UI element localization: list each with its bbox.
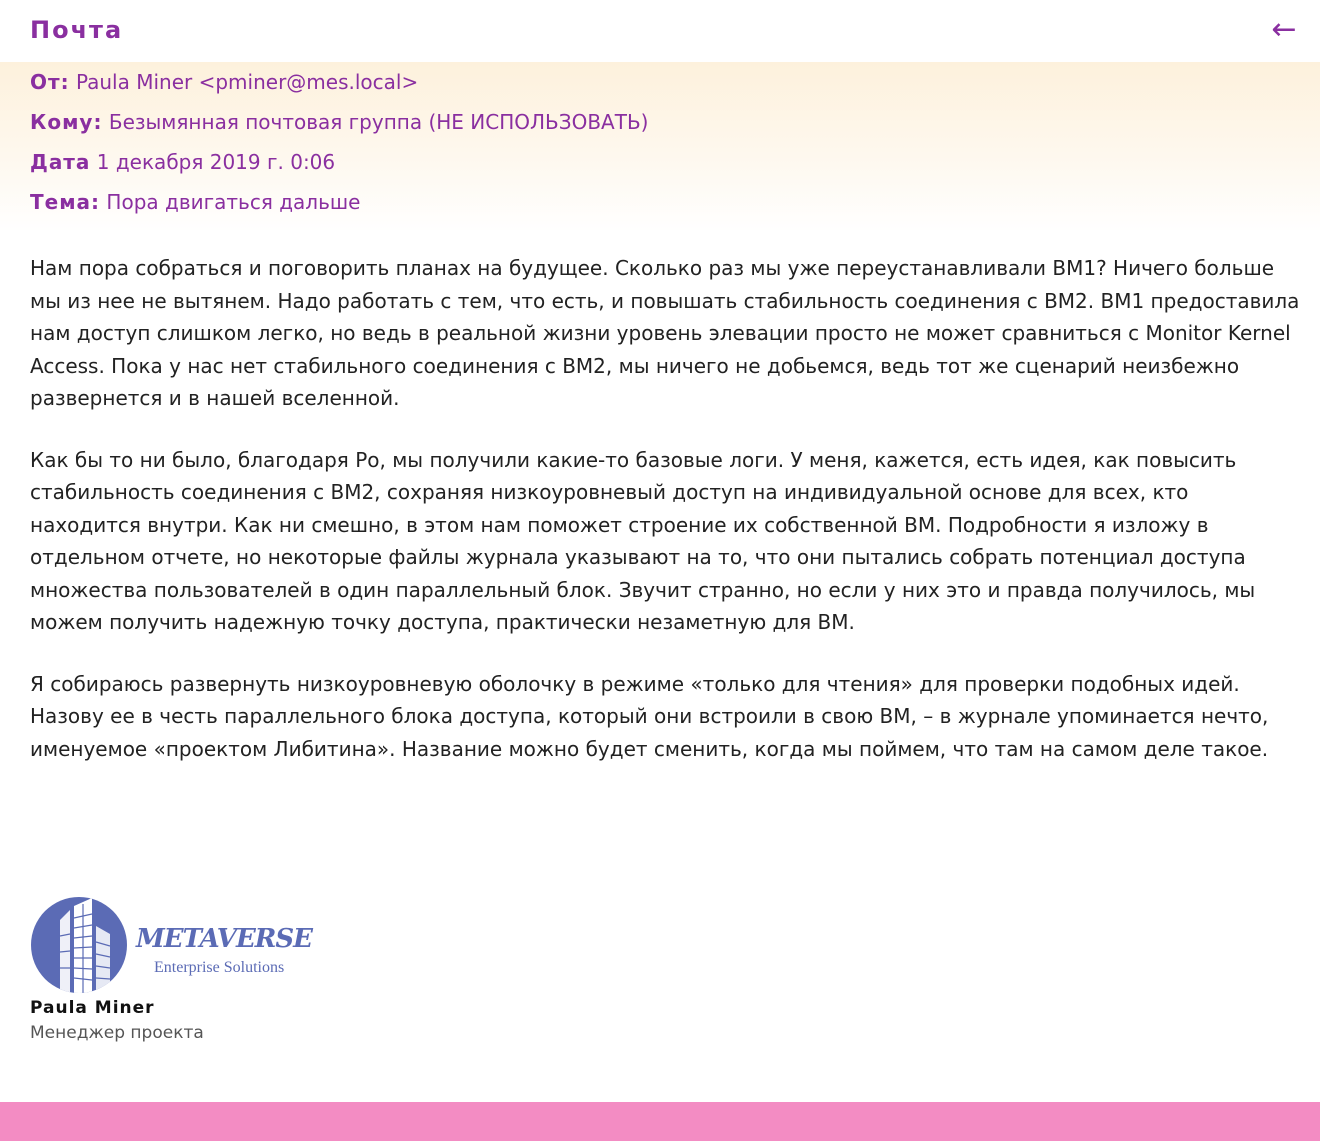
body-paragraph: Я собираюсь развернуть низкоуровневую оболочку в режиме «только для чтения» для проверки подобных идей. Назову ее в честь параллельного блока доступа, который они встроили в свою ВМ, – в журнале упоминается нечто, именуемое «проектом Либитина». Название можно будет сменить, когда мы поймем, что там на самом деле такое. xyxy=(30,671,1269,761)
message-body xyxy=(30,252,1300,794)
date-label: Дата xyxy=(30,150,91,174)
mail-headers xyxy=(0,62,1320,232)
arrow-left-icon: ← xyxy=(1271,12,1297,47)
signature-name: Paula Miner xyxy=(30,998,155,1018)
footer-bar xyxy=(0,1102,1320,1141)
from-value[interactable]: Paula Miner <pminer@mes.local> xyxy=(75,70,419,94)
company-logo xyxy=(30,896,330,992)
app-header xyxy=(0,0,1320,62)
subject-label: Тема: xyxy=(30,190,101,214)
to-row xyxy=(30,110,648,134)
subject-row xyxy=(30,190,360,214)
to-label: Кому: xyxy=(30,110,103,134)
date-value: 1 декабря 2019 г. 0:06 xyxy=(96,150,336,174)
to-value[interactable]: Безымянная почтовая группа (НЕ ИСПОЛЬЗОВАТЬ) xyxy=(108,110,649,134)
date-row xyxy=(30,150,335,174)
from-label: От: xyxy=(30,70,70,94)
app-title: Почта xyxy=(30,16,124,44)
subject-value: Пора двигаться дальше xyxy=(106,190,361,214)
logo-tagline: Enterprise Solutions xyxy=(154,959,285,976)
body-paragraph: Как бы то ни было, благодаря Ро, мы получили какие-то базовые логи. У меня, кажется, есть идея, как повысить стабильность соединения с ВМ2, сохраняя низкоуровневый доступ на индивидуальной основе для всех, кто находится внутри. Как ни смешно, в этом нам поможет строение их собственной ВМ. Подробности я изложу в отдельном отчете, но некоторые файлы журнала указывают на то, что они пытались собрать потенциал доступа множества пользователей в один параллельный блок. Звучит странно, но если у них это и правда получилось, мы можем получить надежную точку доступа, практически незаметную для ВМ. xyxy=(30,447,1256,634)
logo-wordmark: METAVERSE xyxy=(136,924,312,954)
building-logo-icon xyxy=(30,896,128,994)
body-paragraph: Нам пора собраться и поговорить планах на будущее. Сколько раз мы уже переустанавливали ВМ1? Ничего больше мы из нее не вытянем. Надо работать с тем, что есть, и повышать стабильность соединения с ВМ2. ВМ1 предоставила нам доступ слишком легко, но ведь в реальной жизни уровень элевации просто не может сравниться с Monitor Kernel Access. Пока у нас нет стабильного соединения с ВМ2, мы ничего не добьемся, ведь тот же сценарий неизбежно развернется и в нашей вселенной. xyxy=(30,256,1300,410)
back-button[interactable] xyxy=(1264,10,1304,50)
from-row xyxy=(30,70,418,94)
signature-role: Менеджер проекта xyxy=(30,1023,204,1043)
